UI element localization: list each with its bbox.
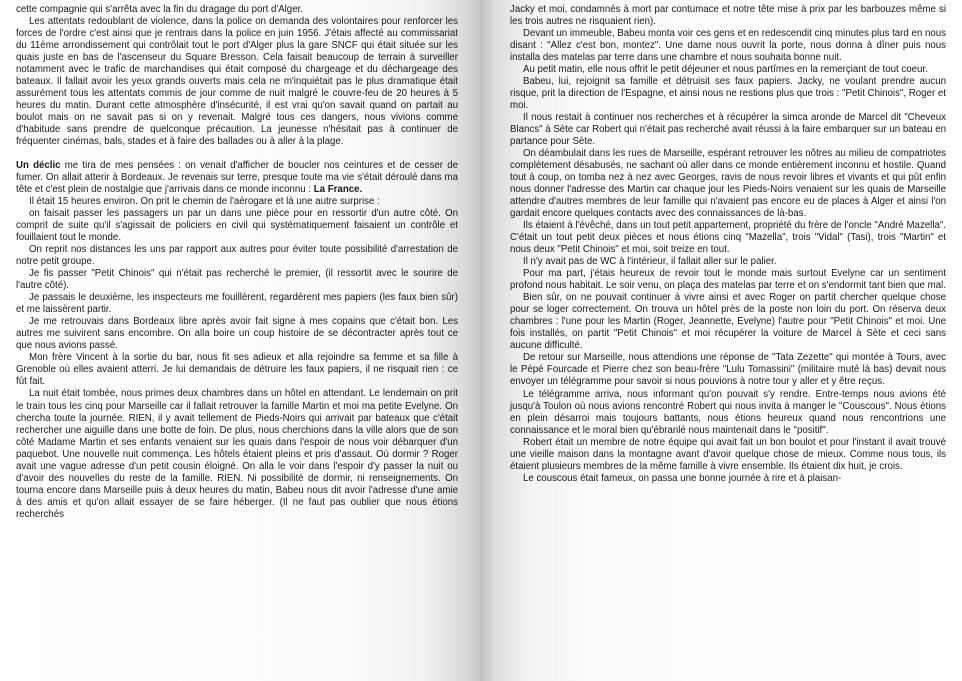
paragraph xyxy=(510,352,946,388)
paragraph-text: Le couscous était fameux, on passa une bonne journée à rire et à plaisan- xyxy=(523,472,842,484)
paragraph xyxy=(510,112,946,148)
paragraph xyxy=(16,4,458,16)
right-page xyxy=(480,0,962,681)
paragraph-text: me tira de mes pensées : on venait d'afficher de boucler nos ceintures et de cesser de fumer. On allait atterir à Bordeaux. Je revenais sur terre, presque toute ma vie s'était déroulé dans ma tête et c'est plein de nostalgie que j'arrivais dans ce monde inconnu : xyxy=(16,160,458,196)
paragraph xyxy=(16,160,458,196)
paragraph xyxy=(510,28,946,64)
paragraph xyxy=(16,16,458,148)
paragraph xyxy=(510,4,946,28)
paragraph-text: Il était 15 heures environ. On prit le chemin de l'aérogare et là une autre surprise : xyxy=(29,196,380,208)
paragraph-emphasis: La France. xyxy=(313,184,363,196)
paragraph-text: Je passais le deuxième, les inspecteurs me fouillèrent, regardèrent mes papiers (les faux bien sûr) et me laissèrent partir. xyxy=(16,292,458,316)
paragraph xyxy=(510,220,946,256)
paragraph xyxy=(16,268,458,292)
paragraph-text: Ils étaient à l'évêché, dans un tout petit appartement, propriété du frère de l'oncle "André Mazella". C'était un tout petit deux pièces et nous étions cinq "Mazella", trois "Vidal" (Tasi), trois "Martin" et nous deux "Petit Chinois" et moi, soit treize en tout. xyxy=(510,220,946,256)
paragraph-lead: Un déclic xyxy=(16,160,61,172)
paragraph-text: Devant un immeuble, Babeu monta voir ces gens et en redescendit cinq minutes plus tard en nous disant : "Allez c'est bon, montez". Une dame nous ouvrit la porte, nous donna à dîner puis nous installa des matelas par terre dans une chambre et nous souhaita bonne nuit. xyxy=(510,28,946,64)
paragraph-text: Bien sûr, on ne pouvait continuer à vivre ainsi et avec Roger on partit chercher quelque chose pour se loger correctement. On trouva un hôtel près de la poste non loin du port. On réserva deux chambres : l'une pour les Martin (Roger, Jeannette, Evelyne) l'autre pour "Petit Chinois" et moi. Une fois installés, on partit "Petit Chinois" et moi récupérer la voiture de Marcel à Sète et ceci sans aucune difficulté. xyxy=(510,292,946,352)
paragraph-text: Mon frère Vincent à la sortie du bar, nous fit ses adieux et alla rejoindre sa femme et sa fille à Grenoble où elles avaient atterri. Je lui demandais de détruire les faux papiers, il ne risquait rien : ce fût fait. xyxy=(16,352,458,388)
paragraph-text: Je fis passer "Petit Chinois" qui n'était pas recherché le premier, (il ressortit avec le sourire de l'autre côté). xyxy=(16,268,458,292)
paragraph xyxy=(510,389,946,437)
paragraph-text: La nuit était tombée, nous primes deux chambres dans un hôtel en attendant. Le lendemain on prit le train tous les cinq pour Marseille car il fallait retrouver la famille Martin et moi ma petite Evelyne. On chercha toute la journée. RIEN, il y avait tellement de Pieds-Noirs qui arrivait par bateaux que c'était rechercher une aiguille dans une botte de foin. De plus, nous cherchions dans la ville alors que de son côté Madame Martin et ses enfants venaient sur les quais dans l'espoir de nous voir débarquer d'un paquebot. Une nouvelle nuit commença. Les hôtels étaient pleins et pris d'assaut. Où dormir ? Roger avait une vague adresse d'un petit cousin éloigné. On alla le voir dans l'espoir d'y passer la nuit ou d'avoir des nouvelles du reste de la famille. RIEN. Ni possibilité de dormir, ni renseignements. On tourna encore dans Marseille puis à deux heures du matin, Babeu nous dit avoir l'adresse d'une amie à des amis et qu'on allait essayer de se faire héberger. (Il ne faut pas oublier que nous étions recherchés xyxy=(16,388,458,520)
paragraph-text: Jacky et moi, condamnés à mort par contumace et notre tête mise à prix par les barbouzes même si les trois autres ne risquaient rien). xyxy=(510,4,946,28)
paragraph-text: Il n'y avait pas de WC à l'intérieur, il fallait aller sur le palier. xyxy=(523,256,777,268)
paragraph-text: On déambulait dans les rues de Marseille, espérant retrouver les nôtres au milieu de compatriotes complètement désabusés, ne sachant où aller dans ce monde entièrement inconnu et hostile. Quand tout à coup, on tomba nez à nez avec Georges, ravis de nous revoir libres et vivants et qui pût enfin nous donner l'adresse des Martin car chaque jour les Pieds-Noirs venaient sur les quais de Marseille attendre d'autres membres de leur famille qui n'avaient pas encore eu de places à Alger et ainsi l'on gardait encore quelques contacts avec des connaissances de là-bas. xyxy=(510,148,946,220)
left-page xyxy=(0,0,480,681)
paragraph xyxy=(510,256,946,268)
paragraph-text: Babeu, lui, rejoignit sa famille et détruisit ses faux papiers. Jacky, ne voulant prendre aucun risque, prit la direction de l'Espagne, et ainsi nous ne restions plus que trois : "Petit Chinois", Roger et moi. xyxy=(510,76,946,112)
paragraph-text: On reprit nos distances les uns par rapport aux autres pour éviter toute possibilité d'arrestation de notre petit groupe. xyxy=(16,244,458,268)
paragraph xyxy=(16,244,458,268)
paragraph xyxy=(16,292,458,316)
paragraph-text: Au petit matin, elle nous offrit le petit déjeuner et nous partîmes en la remerçiant de tout coeur. xyxy=(523,64,928,76)
paragraph-text: Je me retrouvais dans Bordeaux libre après avoir fait signe à mes copains que c'était bon. Les autres me suivirent sans encombre. On alla boire un coup histoire de se décontracter après tout ce que nous avions passé. xyxy=(16,316,458,352)
paragraph xyxy=(510,437,946,473)
paragraph xyxy=(16,388,458,520)
paragraph-text: Pour ma part, j'étais heureux de revoir tout le monde mais surtout Evelyne car un sentiment profond nous habitait. Le soir venu, on plaça des matelas par terre et on s'endormit tant bien que mal. xyxy=(510,268,946,292)
paragraph xyxy=(510,76,946,112)
paragraph xyxy=(510,148,946,220)
paragraph xyxy=(16,316,458,352)
paragraph xyxy=(16,352,458,388)
paragraph xyxy=(16,208,458,244)
paragraph-text: on faisait passer les passagers un par un dans une pièce pour en ressortir d'un autre côté. On comprit de suite qu'il s'agissait de policiers en civil qui systématiquement faisaient un contrôle et fouillaient tout le monde. xyxy=(16,208,458,244)
paragraph-text: Le télégramme arriva, nous informant qu'on pouvait s'y rendre. Entre-temps nous avions été jusqu'à Toulon où nous avions rencontré Robert qui nous invita à manger le "Couscous". Nous étions en plein désarroi mais toujours battants, nous étions heureux quand nous rencontrions une connaissance et le moral bien qu'ébranlé nous maintenait dans le "positif". xyxy=(510,388,946,436)
paragraph xyxy=(16,196,458,208)
paragraph xyxy=(510,268,946,292)
paragraph xyxy=(510,292,946,352)
paragraph-text: Il nous restait à continuer nos recherches et à récupérer la simca aronde de Marcel dit "Cheveux Blancs" à Sète car Robert qui n'était pas recherché avait réussi à la faire embarquer sur un bateau en partance pour Sète. xyxy=(510,112,946,148)
paragraph xyxy=(510,473,946,485)
right-page-text xyxy=(510,4,946,485)
paragraph-text: Les attentats redoublant de violence, dans la police on demanda des volontaires pour renforcer les forces de l'ordre c'est ainsi que je rentrais dans la police en juin 1956. J'étais affecté au commissariat du 11ème arrondissement qui contrôlait tout le port d'Alger plus la gare SNCF qui était située sur les quais juste en bas de l'ascenseur du Square Bresson. Cela faisait beaucoup de terrain à surveiller notamment avec le trafic de marchandises qui était composé du chargeage et du déchargeage des bateaux. Il fallait avoir les yeux grands ouverts mais cela ne m'inquiétait pas le plus dramatique était assurément tous les attentats commis de jour comme de nuit malgré le couvre-feu de 20 heures à 5 heures du matin. Durant cette atmosphère d'insécurité, il est vrai qu'on savait quand on partait au boulot mais on ne savait pas si on y revenait. Malgré tous ces dangers, nous vivions comme d'habitude sans prendre de quelconque précaution. La jeunesse n'hésitait pas à continuer de fréquenter cinémas, bals, stades et à faire des ballades ou à aller à la plage. xyxy=(16,16,458,148)
paragraph-text: cette compagnie qui s'arrêta avec la fin du dragage du port d'Alger. xyxy=(16,4,303,15)
paragraph-text: Robert était un membre de notre équipe qui avait fait un bon boulot et pour l'instant il avait trouvé une vieille maison dans la montagne avant d'avoir quelque chose de mieux. Comme nous tous, ils étaient plusieurs membres de la même famille à vivre ensemble. Ils étaient dix huit, je crois. xyxy=(510,436,946,472)
paragraph-text: De retour sur Marseille, nous attendions une réponse de "Tata Zezette" qui montée à Tours, avec le Pépé Fourcade et Pierre chez son beau-frère "Lulu Tomassini" (militaire muté là bas) devait nous envoyer un télégramme pour savoir si nous pouvions à notre tour y aller et y être reçus. xyxy=(510,352,946,388)
paragraph xyxy=(510,64,946,76)
left-page-text xyxy=(16,4,458,521)
